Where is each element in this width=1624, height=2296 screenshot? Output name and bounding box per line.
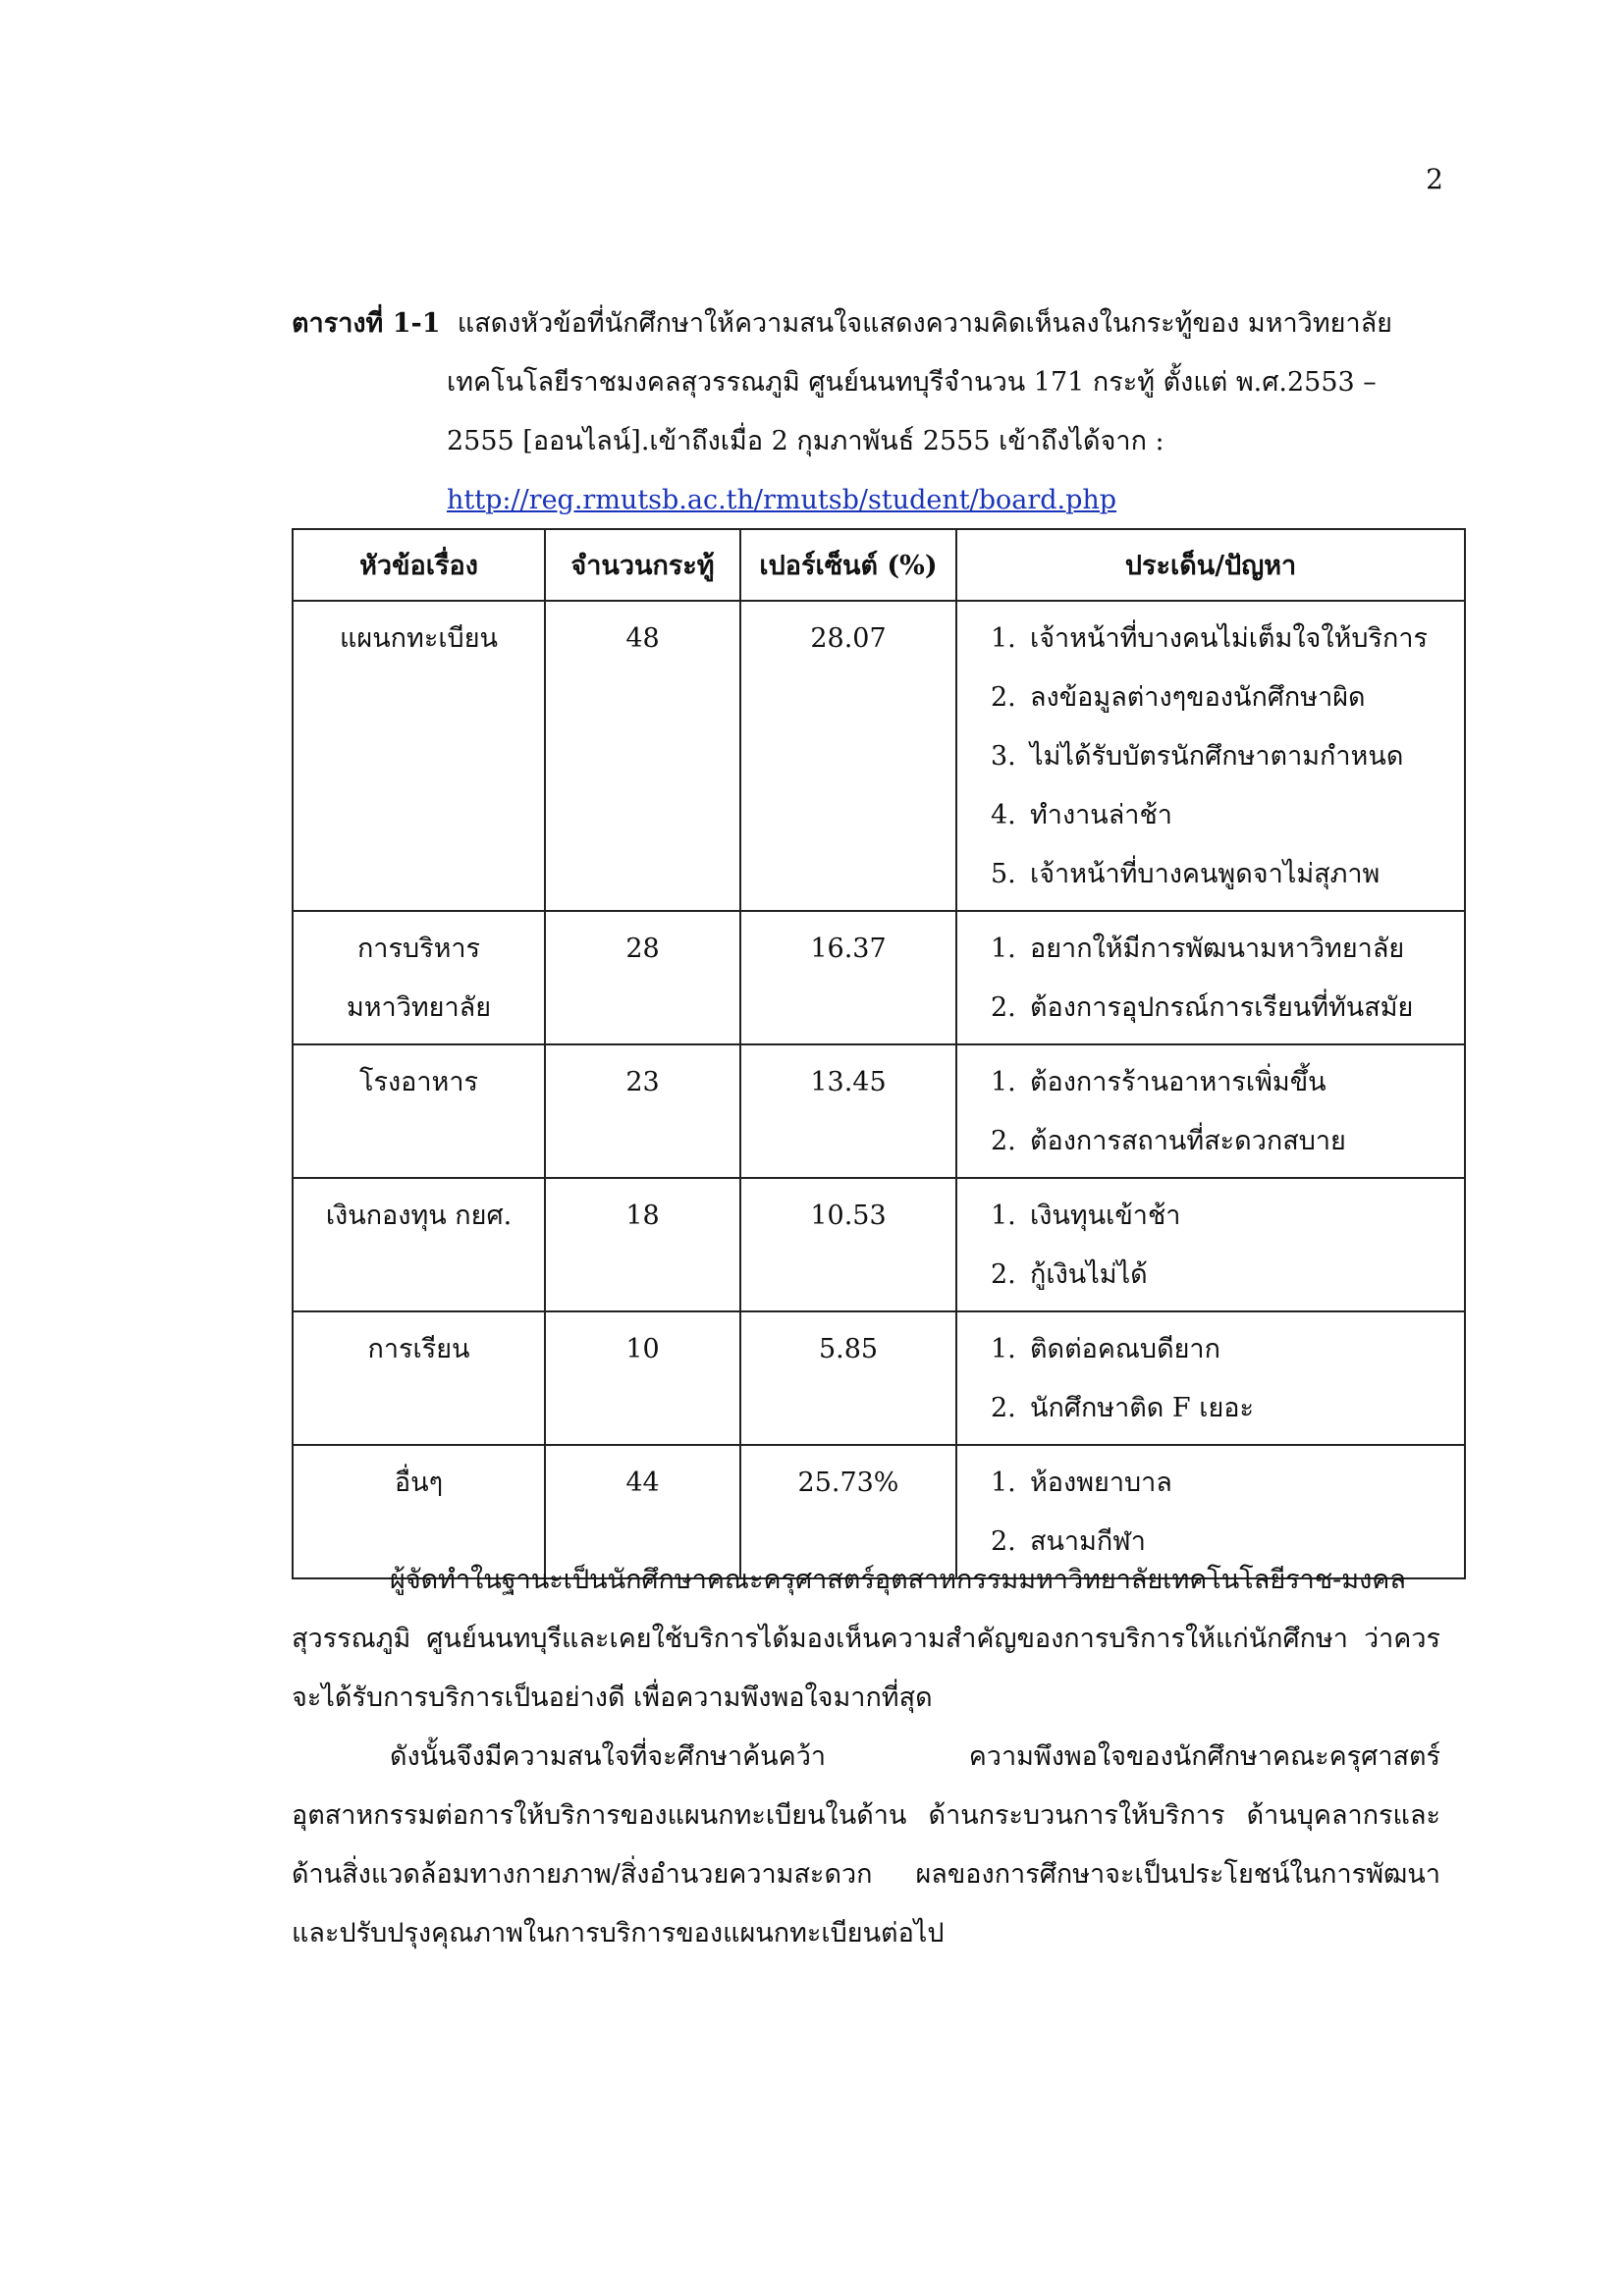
- count-cell: 23: [545, 1044, 740, 1178]
- table-row: [293, 601, 1465, 911]
- topic-text: มหาวิทยาลัย: [346, 992, 492, 1023]
- issue-text: ต้องการสถานที่สะดวกสบาย: [1030, 1126, 1346, 1156]
- header-count: จำนวนกระทู้: [545, 529, 740, 601]
- issue-text: ติดต่อคณบดียาก: [1030, 1334, 1220, 1364]
- count-cell: 44: [545, 1445, 740, 1578]
- topic-cell: [293, 1178, 545, 1311]
- percent-cell: 5.85: [740, 1311, 956, 1445]
- issue-list: [957, 1053, 1464, 1171]
- caption-line-1: [292, 294, 1431, 353]
- count-cell: 28: [545, 911, 740, 1044]
- topic-cell: [293, 1044, 545, 1178]
- percent-cell: 25.73%: [740, 1445, 956, 1578]
- board-topics-table: [292, 528, 1466, 1579]
- issue-item: 2. นักศึกษาติด F เยอะ: [991, 1393, 1254, 1423]
- issue-text: กู้เงินไม่ได้: [1030, 1259, 1148, 1290]
- paragraph: ผู้จัดทำในฐานะเป็นนักศึกษาคณะครุศาสตร์อุตสาหกรรมมหาวิทยาลัยเทคโนโลยีราช-มงคลสุวรรณภูมิ ศูนย์นนทบุรีและเคยใช้บริการได้มองเห็นความสำคัญของการบริการให้แก่นักศึกษา ว่าควรจะได้รับการบริการเป็นอย่างดี เพื่อความพึงพอใจมากที่สุด: [292, 1565, 1440, 1713]
- source-link[interactable]: http://reg.rmutsb.ac.th/rmutsb/student/board.php: [447, 485, 1117, 515]
- issue-item: 2. ลงข้อมูลต่างๆของนักศึกษาผิด: [991, 682, 1366, 713]
- table-row: [293, 1311, 1465, 1445]
- issue-item: 1. ต้องการร้านอาหารเพิ่มขึ้น: [991, 1067, 1326, 1097]
- issue-item: 3. ไม่ได้รับบัตรนักศึกษาตามกำหนด: [991, 741, 1404, 772]
- issues-cell: [956, 1044, 1465, 1178]
- issue-item: 2. สนามกีฬา: [991, 1526, 1146, 1557]
- issue-item: 4. ทำงานล่าช้า: [991, 800, 1172, 830]
- page-number: 2: [1426, 163, 1443, 195]
- issue-text: ลงข้อมูลต่างๆของนักศึกษาผิด: [1030, 682, 1366, 713]
- issues-cell: [956, 1311, 1465, 1445]
- issue-item: 1. ติดต่อคณบดียาก: [991, 1334, 1220, 1364]
- issue-text: นักศึกษาติด F เยอะ: [1030, 1393, 1254, 1423]
- issues-cell: [956, 911, 1465, 1044]
- caption-text-1: แสดงหัวข้อที่นักศึกษาให้ความสนใจแสดงความคิดเห็นลงในกระทู้ของ มหาวิทยาลัย: [457, 308, 1392, 339]
- issue-text: อยากให้มีการพัฒนามหาวิทยาลัย: [1030, 934, 1405, 964]
- topic-cell: [293, 1311, 545, 1445]
- topic-text: อื่นๆ: [394, 1468, 444, 1498]
- issue-item: 2. ต้องการอุปกรณ์การเรียนที่ทันสมัย: [991, 992, 1414, 1023]
- issue-item: 1. อยากให้มีการพัฒนามหาวิทยาลัย: [991, 934, 1405, 964]
- topic-cell: [293, 911, 545, 1044]
- percent-cell: 10.53: [740, 1178, 956, 1311]
- issue-text: ต้องการร้านอาหารเพิ่มขึ้น: [1030, 1067, 1326, 1097]
- topic-text: แผนกทะเบียน: [340, 623, 498, 654]
- table-row: [293, 1178, 1465, 1311]
- issue-text: ห้องพยาบาล: [1030, 1468, 1172, 1498]
- percent-cell: 16.37: [740, 911, 956, 1044]
- issue-text: เจ้าหน้าที่บางคนไม่เต็มใจให้บริการ: [1030, 623, 1428, 654]
- issue-list: [957, 1187, 1464, 1305]
- topic-text: โรงอาหาร: [358, 1067, 479, 1097]
- issue-item: 1. ห้องพยาบาล: [991, 1468, 1172, 1498]
- caption-label: ตารางที่ 1-1: [292, 308, 441, 339]
- topic-cell: [293, 601, 545, 911]
- topic-text: เงินกองทุน กยศ.: [325, 1201, 513, 1231]
- paragraph: ดังนั้นจึงมีความสนใจที่จะศึกษาค้นคว้า ความพึงพอใจของนักศึกษาคณะครุศาสตร์อุตสาหกรรมต่อการให้บริการของแผนกทะเบียนในด้าน ด้านกระบวนการให้บริการ ด้านบุคลากรและด้านสิ่งแวดล้อมทางกายภาพ/สิ่งอำนวยความสะดวก ผลของการศึกษาจะเป็นประโยชน์ในการพัฒนาและปรับปรุงคุณภาพในการบริการของแผนกทะเบียนต่อไป: [292, 1741, 1440, 1949]
- issues-cell: [956, 1178, 1465, 1311]
- issue-text: เจ้าหน้าที่บางคนพูดจาไม่สุภาพ: [1030, 859, 1380, 889]
- issue-item: 2. ต้องการสถานที่สะดวกสบาย: [991, 1126, 1346, 1156]
- topic-text: การบริหาร: [356, 934, 481, 964]
- header-issues: ประเด็น/ปัญหา: [956, 529, 1465, 601]
- issues-cell: [956, 601, 1465, 911]
- count-cell: 18: [545, 1178, 740, 1311]
- issue-item: 1. เจ้าหน้าที่บางคนไม่เต็มใจให้บริการ: [991, 623, 1428, 654]
- count-cell: 48: [545, 601, 740, 911]
- issue-list: [957, 1320, 1464, 1438]
- issue-list: [957, 610, 1464, 904]
- body-text: [292, 1551, 1440, 1963]
- caption-line-3: 2555 [ออนไลน์].เข้าถึงเมื่อ 2 กุมภาพันธ์ 2555 เข้าถึงได้จาก :: [447, 426, 1164, 456]
- table-caption: [292, 294, 1431, 530]
- header-topic: หัวข้อเรื่อง: [293, 529, 545, 601]
- table-row: [293, 911, 1465, 1044]
- issue-text: ต้องการอุปกรณ์การเรียนที่ทันสมัย: [1030, 992, 1414, 1023]
- caption-line-4: [292, 471, 1431, 530]
- issue-item: 1. เงินทุนเข้าช้า: [991, 1201, 1181, 1231]
- header-percent: เปอร์เซ็นต์ (%): [740, 529, 956, 601]
- issue-text: สนามกีฬา: [1030, 1526, 1146, 1557]
- percent-cell: 13.45: [740, 1044, 956, 1178]
- issue-list: [957, 920, 1464, 1038]
- percent-cell: 28.07: [740, 601, 956, 911]
- issue-item: 2. กู้เงินไม่ได้: [991, 1259, 1148, 1290]
- topic-text: การเรียน: [367, 1334, 470, 1364]
- caption-line-2: เทคโนโลยีราชมงคลสุวรรณภูมิ ศูนย์นนทบุรีจำนวน 171 กระทู้ ตั้งแต่ พ.ศ.2553 –: [447, 367, 1377, 398]
- issue-text: เงินทุนเข้าช้า: [1030, 1201, 1181, 1231]
- issue-text: ทำงานล่าช้า: [1030, 800, 1172, 830]
- table-header-row: [293, 529, 1465, 601]
- issue-text: ไม่ได้รับบัตรนักศึกษาตามกำหนด: [1030, 741, 1404, 772]
- count-cell: 10: [545, 1311, 740, 1445]
- issue-item: 5. เจ้าหน้าที่บางคนพูดจาไม่สุภาพ: [991, 859, 1380, 889]
- table-row: [293, 1044, 1465, 1178]
